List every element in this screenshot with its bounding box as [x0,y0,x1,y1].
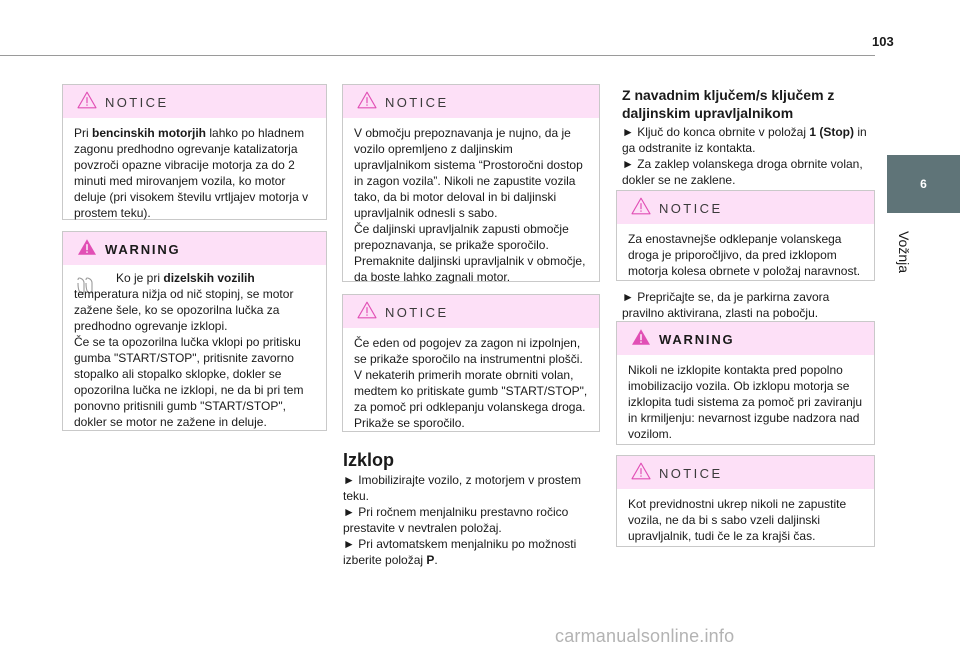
key-stop-heading: Z navadnim ključem/s ključem z daljinskim upravljalnikom [622,87,835,121]
section-body: ► Imobilizirajte vozilo, z motorjem v prostem teku. ► Pri ročnem menjalniku prestavno ročico prestavite v nevtralen položaj. ► Pri avtomatskem menjalniku po možnosti izberite položaj P. [343,473,581,567]
notice-header [617,456,874,489]
caution-triangle-icon [77,91,97,109]
notice-box-remote-range [342,84,600,282]
warning-box-diesel-preheat [62,231,327,431]
parking-brake-body: ► Prepričajte se, da je parkirna zavora pravilno aktivirana, zlasti na pobočju. [622,290,830,320]
notice-title: NOTICE [659,466,723,481]
notice-box-catalyst [62,84,327,220]
notice-title: NOTICE [659,201,723,216]
chapter-label [896,222,912,282]
caution-triangle-icon [631,197,651,215]
notice-body: V območju prepoznavanja je nujno, da je vozilo opremljeno z daljinskim upravljalnikom sistema “Prostoročni dostop in zagon vozila”. Nikoli ne zapustite vozila tako, da bi motor deloval in bi daljinski upravljalnik odnesli s sabo. Če daljinski upravljalnik zapusti območje prepoznavanja, se prikaže sporočilo. Premaknite daljinski upravljalnik v območje, da boste lahko zagnali motor. [354,126,586,284]
notice-body: Za enostavnejše odklepanje volanskega droga je priporočljivo, da pred izklopom motorja kolesa obrnete v položaj naravnost. [628,232,861,278]
caution-triangle-icon [357,301,377,319]
notice-header [343,295,599,328]
warning-title: WARNING [105,242,181,257]
notice-header [617,191,874,224]
caution-triangle-icon [357,91,377,109]
notice-title: NOTICE [385,305,449,320]
watermark: carmanualsonline.info [555,626,735,646]
notice-box-take-remote [616,455,875,547]
notice-title: NOTICE [105,95,169,110]
key-stop-body: ► Ključ do konca obrnite v položaj 1 (Stop) in ga odstranite iz kontakta. ► Za zaklep volanskega droga obrnite volan, dokler se ne zaklene. [622,125,867,187]
notice-box-steering-lock [616,190,875,281]
notice-body: Pri bencinskih motorjih lahko po hladnem zagonu predhodno ogrevanje katalizatorja povzroči opazne vibracije motorja za do 2 minuti med mirovanjem vozila, ko motor deluje (pri visokem številu vrtljajev motorja v prostem teku). [74,126,309,220]
notice-title: NOTICE [385,95,449,110]
warning-triangle-icon [77,238,97,256]
notice-body: Kot previdnostni ukrep nikoli ne zapustite vozila, ne da bi s sabo vzeli daljinski upravljalnik, tudi če le za krajši čas. [628,497,847,543]
chapter-tab[interactable] [887,155,960,213]
warning-title: WARNING [659,332,735,347]
chapter-label-text: Vožnja [896,230,912,274]
warning-body: Ko je pri dizelskih vozilih temperatura nižja od nič stopinj, se motor zažene šele, ko se opozorilna lučka za predhodno ogrevanje izklopi. Če se ta opozorilna lučka vklopi po pritisku gumba "START/STOP", pritisnite zavorno stopalko ali stopalko sklopke, dokler se opozorilna lučka ne izklopi, ne da bi pri tem ponovno pritisnili gumb "START/STOP", dokler se motor ne zažene in deluje. [74,271,304,429]
warning-header [63,232,326,265]
notice-header [63,85,326,118]
warning-box-ignition-off [616,321,875,445]
chapter-number: 6 [920,177,927,191]
notice-box-start-conditions [342,294,600,432]
section-title: Izklop [343,450,395,470]
warning-header [617,322,874,355]
notice-body: Če eden od pogojev za zagon ni izpolnjen, se prikaže sporočilo na instrumentni plošči. V nekaterih primerih morate obrniti volan, medtem ko pritiskate gumb "START/STOP", za pomoč pri odklepanju volanskega droga. Prikaže se sporočilo. [354,336,588,430]
header-rule [0,55,875,56]
caution-triangle-icon [631,462,651,480]
notice-header [343,85,599,118]
page-number: 103 [872,34,894,49]
warning-triangle-icon [631,328,651,346]
warning-body: Nikoli ne izklopite kontakta pred popolno imobilizacijo vozila. Ob izklopu motorja se izklopita tudi sistema za pomoč pri zaviranju in krmiljenju: nevarnost izgube nadzora nad vozilom. [628,363,863,441]
